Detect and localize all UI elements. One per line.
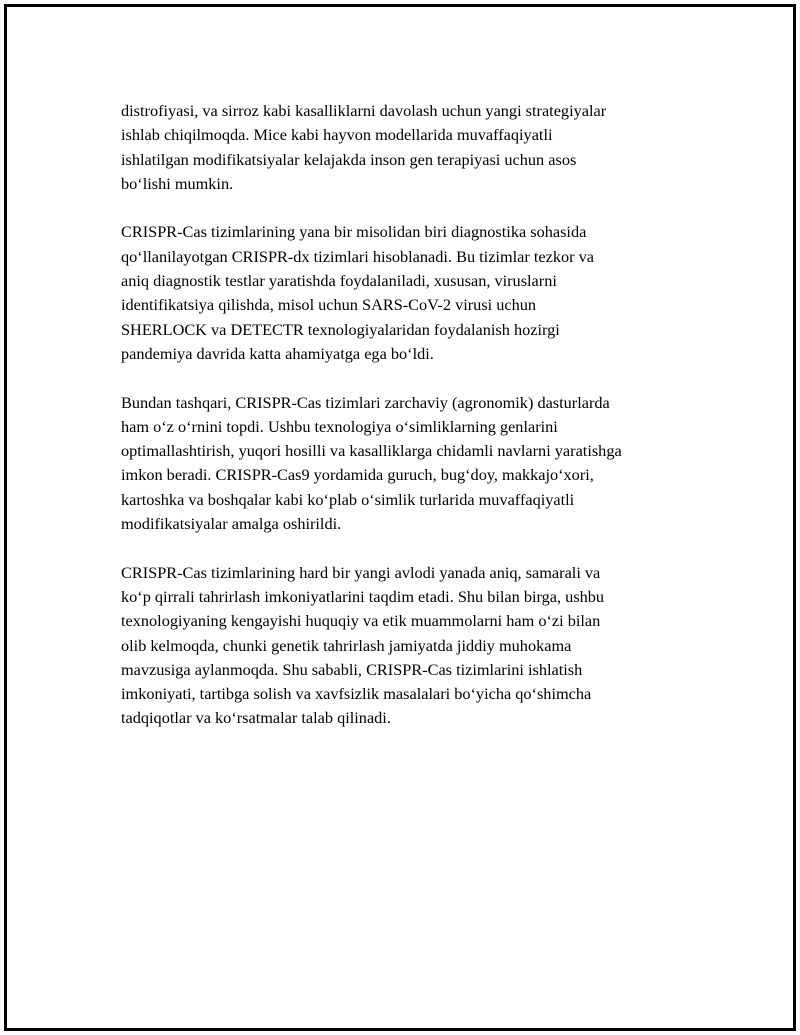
text-line: CRISPR-Cas tizimlarining hard bir yangi avlodi yanada aniq, samarali va bbox=[121, 562, 601, 582]
text-line: distrofiyasi, va sirroz kabi kasalliklarni davolash uchun yangi strategiyalar bbox=[121, 101, 607, 120]
text-line: imkon beradi. CRISPR-Cas9 yordamida guruch, bug‘doy, makkajo‘xori, bbox=[121, 465, 594, 485]
text-line: kartoshka va boshqalar kabi ko‘plab o‘simlik turlarida muvaffaqiyatli bbox=[121, 489, 575, 509]
text-line: ko‘p qirrali tahrirlash imkoniyatlarini taqdim etadi. Shu bilan birga, ushbu bbox=[121, 586, 605, 606]
text-line: ham o‘z o‘rnini topdi. Ushbu texnologiya o‘simliklarning genlarini bbox=[121, 416, 558, 436]
text-line: mavzusiga aylanmoqda. Shu sababli, CRISPR-Cas tizimlarini ishlatish bbox=[121, 659, 583, 679]
text-line: bo‘lishi mumkin. bbox=[121, 173, 234, 193]
paragraph-agronomy bbox=[121, 391, 721, 537]
text-line: olib kelmoqda, chunki genetik tahrirlash jamiyatda jiddiy muhokama bbox=[121, 635, 572, 655]
page-border bbox=[4, 4, 796, 1031]
paragraph-diagnostics bbox=[121, 220, 721, 366]
text-line: aniq diagnostik testlar yaratishda foydalaniladi, xususan, viruslarni bbox=[121, 271, 557, 291]
text-line: SHERLOCK va DETECTR texnologiyalaridan foydalanish hozirgi bbox=[121, 319, 560, 339]
text-line: ishlab chiqilmoqda. Mice kabi hayvon modellarida muvaffaqiyatli bbox=[121, 125, 553, 145]
text-line: Bundan tashqari, CRISPR-Cas tizimlari zarchaviy (agronomik) dasturlarda bbox=[121, 392, 610, 412]
text-line: imkoniyati, tartibga solish va xavfsizlik masalalari bo‘yicha qo‘shimcha bbox=[121, 684, 592, 704]
text-line: texnologiyaning kengayishi huquqiy va etik muammolarni ham o‘zi bilan bbox=[121, 611, 601, 631]
paragraph-ethics bbox=[121, 561, 721, 731]
text-line: modifikatsiyalar amalga oshirildi. bbox=[121, 514, 342, 534]
paragraph-gene-therapy bbox=[121, 99, 721, 196]
text-line: tadqiqotlar va ko‘rsatmalar talab qilinadi. bbox=[121, 708, 391, 728]
text-line: ishlatilgan modifikatsiyalar kelajakda inson gen terapiyasi uchun asos bbox=[121, 149, 577, 169]
document-body bbox=[121, 99, 721, 755]
text-line: qo‘llanilayotgan CRISPR-dx tizimlari hisoblanadi. Bu tizimlar tezkor va bbox=[121, 246, 594, 266]
text-line: identifikatsiya qilishda, misol uchun SARS-CoV-2 virusi uchun bbox=[121, 295, 537, 315]
text-line: optimallashtirish, yuqori hosilli va kasalliklarga chidamli navlarni yaratishga bbox=[121, 441, 622, 461]
text-line: CRISPR-Cas tizimlarining yana bir misolidan biri diagnostika sohasida bbox=[121, 222, 587, 242]
text-line: pandemiya davrida katta ahamiyatga ega bo‘ldi. bbox=[121, 343, 434, 363]
